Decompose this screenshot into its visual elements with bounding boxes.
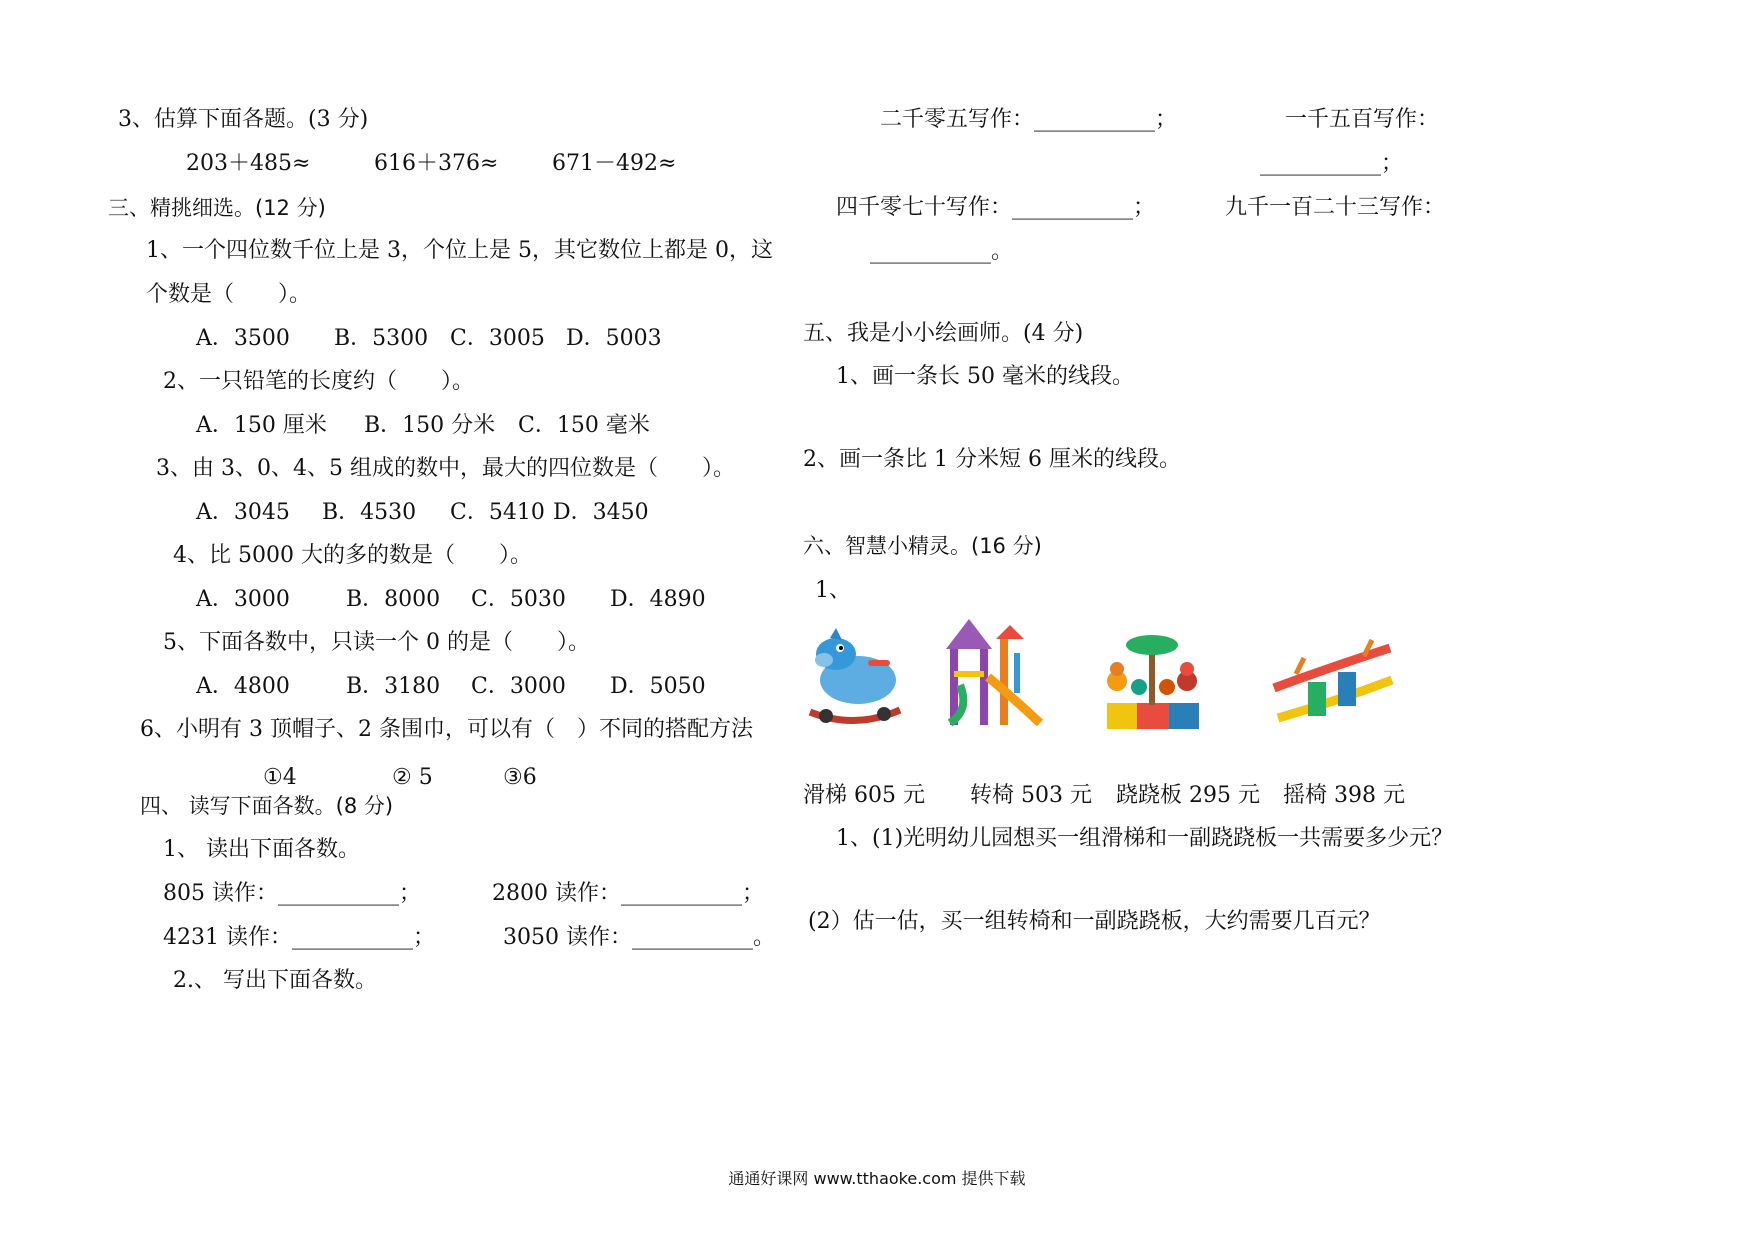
option: C．5410	[450, 500, 545, 525]
price-label: 滑梯 605 元	[803, 783, 925, 808]
s4-question-2: 2.、 写出下面各数。	[173, 968, 377, 993]
s5-question-2: 2、画一条比 1 分米短 6 厘米的线段。	[803, 447, 1181, 472]
option: D．3450	[553, 500, 649, 525]
option: D．5003	[566, 326, 662, 351]
option: A．3045	[196, 500, 290, 525]
s3-question-4: 4、比 5000 大的多的数是（ ）。	[173, 543, 532, 568]
read-blank: 805 读作：___________；	[163, 881, 421, 906]
price-label: 转椅 503 元	[970, 783, 1092, 808]
section-5-title: 五、我是小小绘画师。(4 分)	[803, 321, 1084, 346]
option: ①4	[263, 765, 297, 790]
estimate-item: 203＋485≈	[186, 151, 311, 176]
option: C．3000	[471, 674, 566, 699]
option: B．150 分米	[364, 413, 496, 438]
option: ③6	[503, 765, 537, 790]
s3-question-6: 6、小明有 3 顶帽子、2 条围巾，可以有（ ）不同的搭配方法	[140, 717, 753, 742]
s6-question-1: 1、(1)光明幼儿园想买一组滑梯和一副跷跷板一共需要多少元？	[836, 826, 1454, 851]
s6-number: 1、	[815, 578, 851, 603]
price-label: 摇椅 398 元	[1283, 783, 1405, 808]
write-blank: 四千零七十写作：___________；	[836, 195, 1156, 220]
write-blank: 一千五百写作：	[1285, 107, 1440, 132]
option: A．3500	[196, 326, 290, 351]
s4-question-1: 1、 读出下面各数。	[163, 837, 360, 862]
option: A．3000	[196, 587, 290, 612]
option: B．8000	[346, 587, 441, 612]
write-blank: ___________。	[870, 239, 1014, 264]
option: C．3005	[450, 326, 545, 351]
read-blank: 4231 读作：___________；	[163, 925, 435, 950]
option: C．5030	[471, 587, 566, 612]
s5-question-1: 1、画一条长 50 毫米的线段。	[836, 364, 1134, 389]
q3-title: 3、估算下面各题。(3 分)	[118, 107, 369, 132]
footer-credit: 通通好课网 www.tthaoke.com 提供下载	[728, 1169, 1026, 1188]
write-blank: 九千一百二十三写作：	[1225, 195, 1446, 220]
s3-question-5: 5、下面各数中，只读一个 0 的是（ ）。	[163, 630, 590, 655]
s3-question-1-line1: 1、一个四位数千位上是 3，个位上是 5，其它数位上都是 0，这	[146, 238, 773, 263]
s3-question-1-line2: 个数是（ ）。	[146, 282, 312, 307]
merry-go-round-image	[1095, 625, 1210, 735]
option: D．5050	[610, 674, 706, 699]
option: A．4800	[196, 674, 290, 699]
seesaw-image	[1268, 628, 1398, 728]
estimate-item: 671－492≈	[552, 151, 677, 176]
s6-question-2: (2）估一估，买一组转椅和一副跷跷板，大约需要几百元？	[808, 909, 1381, 934]
section-3-title: 三、精挑细选。(12 分)	[108, 196, 326, 220]
read-blank: 3050 读作：___________。	[503, 925, 775, 950]
estimate-item: 616＋376≈	[374, 151, 499, 176]
section-6-title: 六、智慧小精灵。(16 分)	[803, 534, 1042, 558]
option: A．150 厘米	[196, 413, 327, 438]
option: D．4890	[610, 587, 706, 612]
option: B．4530	[322, 500, 417, 525]
price-label: 跷跷板 295 元	[1116, 783, 1260, 808]
slide-image	[940, 615, 1050, 730]
write-blank: ___________；	[1260, 151, 1404, 176]
s3-question-3: 3、由 3、0、4、5 组成的数中，最大的四位数是（ ）。	[156, 456, 735, 481]
option: ② 5	[392, 765, 433, 790]
option: C．150 毫米	[518, 413, 650, 438]
write-blank: 二千零五写作：___________；	[880, 107, 1178, 132]
section-4-title: 四、 读写下面各数。(8 分)	[140, 794, 394, 818]
s3-question-2: 2、一只铅笔的长度约（ ）。	[163, 369, 474, 394]
option: B．5300	[334, 326, 429, 351]
read-blank: 2800 读作：___________；	[492, 881, 764, 906]
option: B．3180	[346, 674, 441, 699]
rocking-horse-image	[800, 620, 910, 730]
